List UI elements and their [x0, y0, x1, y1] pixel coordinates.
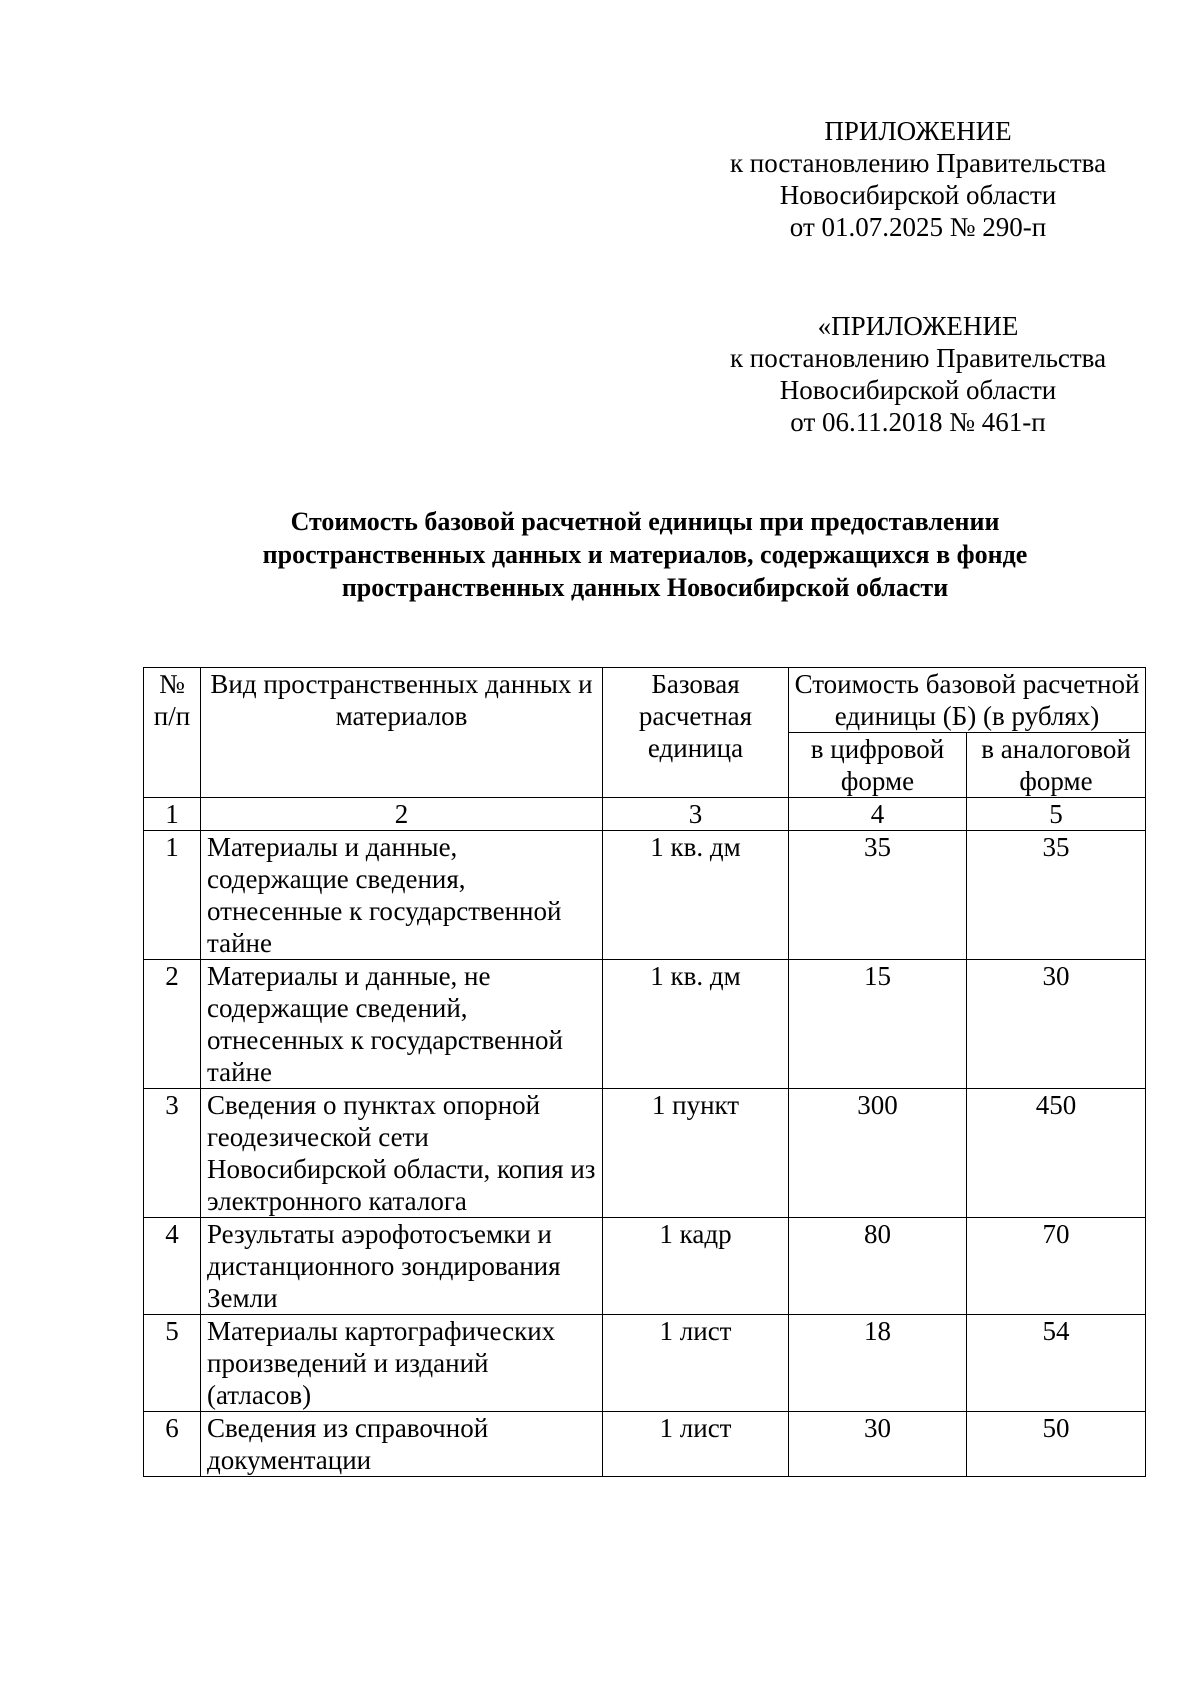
- row-number: 1: [144, 831, 201, 960]
- row-digital-cost: 18: [789, 1315, 967, 1412]
- annex-original-heading: «ПРИЛОЖЕНИЕ: [817, 311, 1019, 341]
- row-digital-cost: 15: [789, 960, 967, 1089]
- annex-original-line1: к постановлению Правительства: [729, 343, 1107, 373]
- annex-current-heading: ПРИЛОЖЕНИЕ: [824, 116, 1012, 146]
- header-type: Вид пространственных данных и материалов: [201, 668, 603, 798]
- row-analog-cost: 30: [967, 960, 1146, 1089]
- row-number: 2: [144, 960, 201, 1089]
- column-number: 2: [201, 798, 603, 831]
- row-digital-cost: 80: [789, 1218, 967, 1315]
- table-row: [144, 1218, 1146, 1315]
- header-cost: Стоимость базовой расчетной единицы (Б) (в рублях): [789, 668, 1146, 733]
- annex-current-line3: от 01.07.2025 № 290-п: [789, 212, 1047, 242]
- row-type: Материалы и данные, содержащие сведения, отнесенные к государственной тайне: [201, 831, 603, 960]
- row-unit: 1 лист: [603, 1315, 789, 1412]
- header-unit: Базовая расчетная единица: [603, 668, 789, 798]
- annex-original-line2: Новосибирской области: [779, 375, 1057, 405]
- row-digital-cost: 35: [789, 831, 967, 960]
- row-unit: 1 кв. дм: [603, 831, 789, 960]
- column-number: 4: [789, 798, 967, 831]
- table-row: [144, 1315, 1146, 1412]
- header-digital: в цифровой форме: [789, 733, 967, 798]
- title-line2: пространственных данных и материалов, содержащихся в фонде: [262, 540, 1028, 569]
- header-analog: в аналоговой форме: [967, 733, 1146, 798]
- row-number: 4: [144, 1218, 201, 1315]
- row-type: Результаты аэрофотосъемки и дистанционного зондирования Земли: [201, 1218, 603, 1315]
- row-analog-cost: 50: [967, 1412, 1146, 1477]
- column-number: 3: [603, 798, 789, 831]
- annex-original-block: [688, 310, 1148, 438]
- column-number: 5: [967, 798, 1146, 831]
- annex-current-block: [688, 115, 1148, 243]
- annex-current-line1: к постановлению Правительства: [729, 148, 1107, 178]
- row-digital-cost: 30: [789, 1412, 967, 1477]
- row-type: Сведения из справочной документации: [201, 1412, 603, 1477]
- cost-table: [143, 667, 1146, 1477]
- table-row: [144, 1412, 1146, 1477]
- row-unit: 1 кв. дм: [603, 960, 789, 1089]
- document-title: [145, 505, 1145, 604]
- title-line1: Стоимость базовой расчетной единицы при предоставлении: [290, 507, 1000, 536]
- table-row: [144, 960, 1146, 1089]
- row-digital-cost: 300: [789, 1089, 967, 1218]
- row-type: Материалы картографических произведений и изданий (атласов): [201, 1315, 603, 1412]
- table-row: [144, 1089, 1146, 1218]
- header-no: № п/п: [144, 668, 201, 798]
- row-unit: 1 кадр: [603, 1218, 789, 1315]
- row-analog-cost: 450: [967, 1089, 1146, 1218]
- annex-current-line2: Новосибирской области: [779, 180, 1057, 210]
- table-row: [144, 831, 1146, 960]
- row-unit: 1 пункт: [603, 1089, 789, 1218]
- row-analog-cost: 70: [967, 1218, 1146, 1315]
- row-number: 3: [144, 1089, 201, 1218]
- column-number: 1: [144, 798, 201, 831]
- table-header-row: [144, 668, 1146, 733]
- annex-original-line3: от 06.11.2018 № 461-п: [790, 407, 1046, 437]
- title-line3: пространственных данных Новосибирской области: [341, 573, 949, 602]
- row-type: Сведения о пунктах опорной геодезической сети Новосибирской области, копия из электронного каталога: [201, 1089, 603, 1218]
- row-analog-cost: 35: [967, 831, 1146, 960]
- row-number: 5: [144, 1315, 201, 1412]
- row-analog-cost: 54: [967, 1315, 1146, 1412]
- row-type: Материалы и данные, не содержащие сведений, отнесенных к государственной тайне: [201, 960, 603, 1089]
- row-number: 6: [144, 1412, 201, 1477]
- row-unit: 1 лист: [603, 1412, 789, 1477]
- column-numbers-row: [144, 798, 1146, 831]
